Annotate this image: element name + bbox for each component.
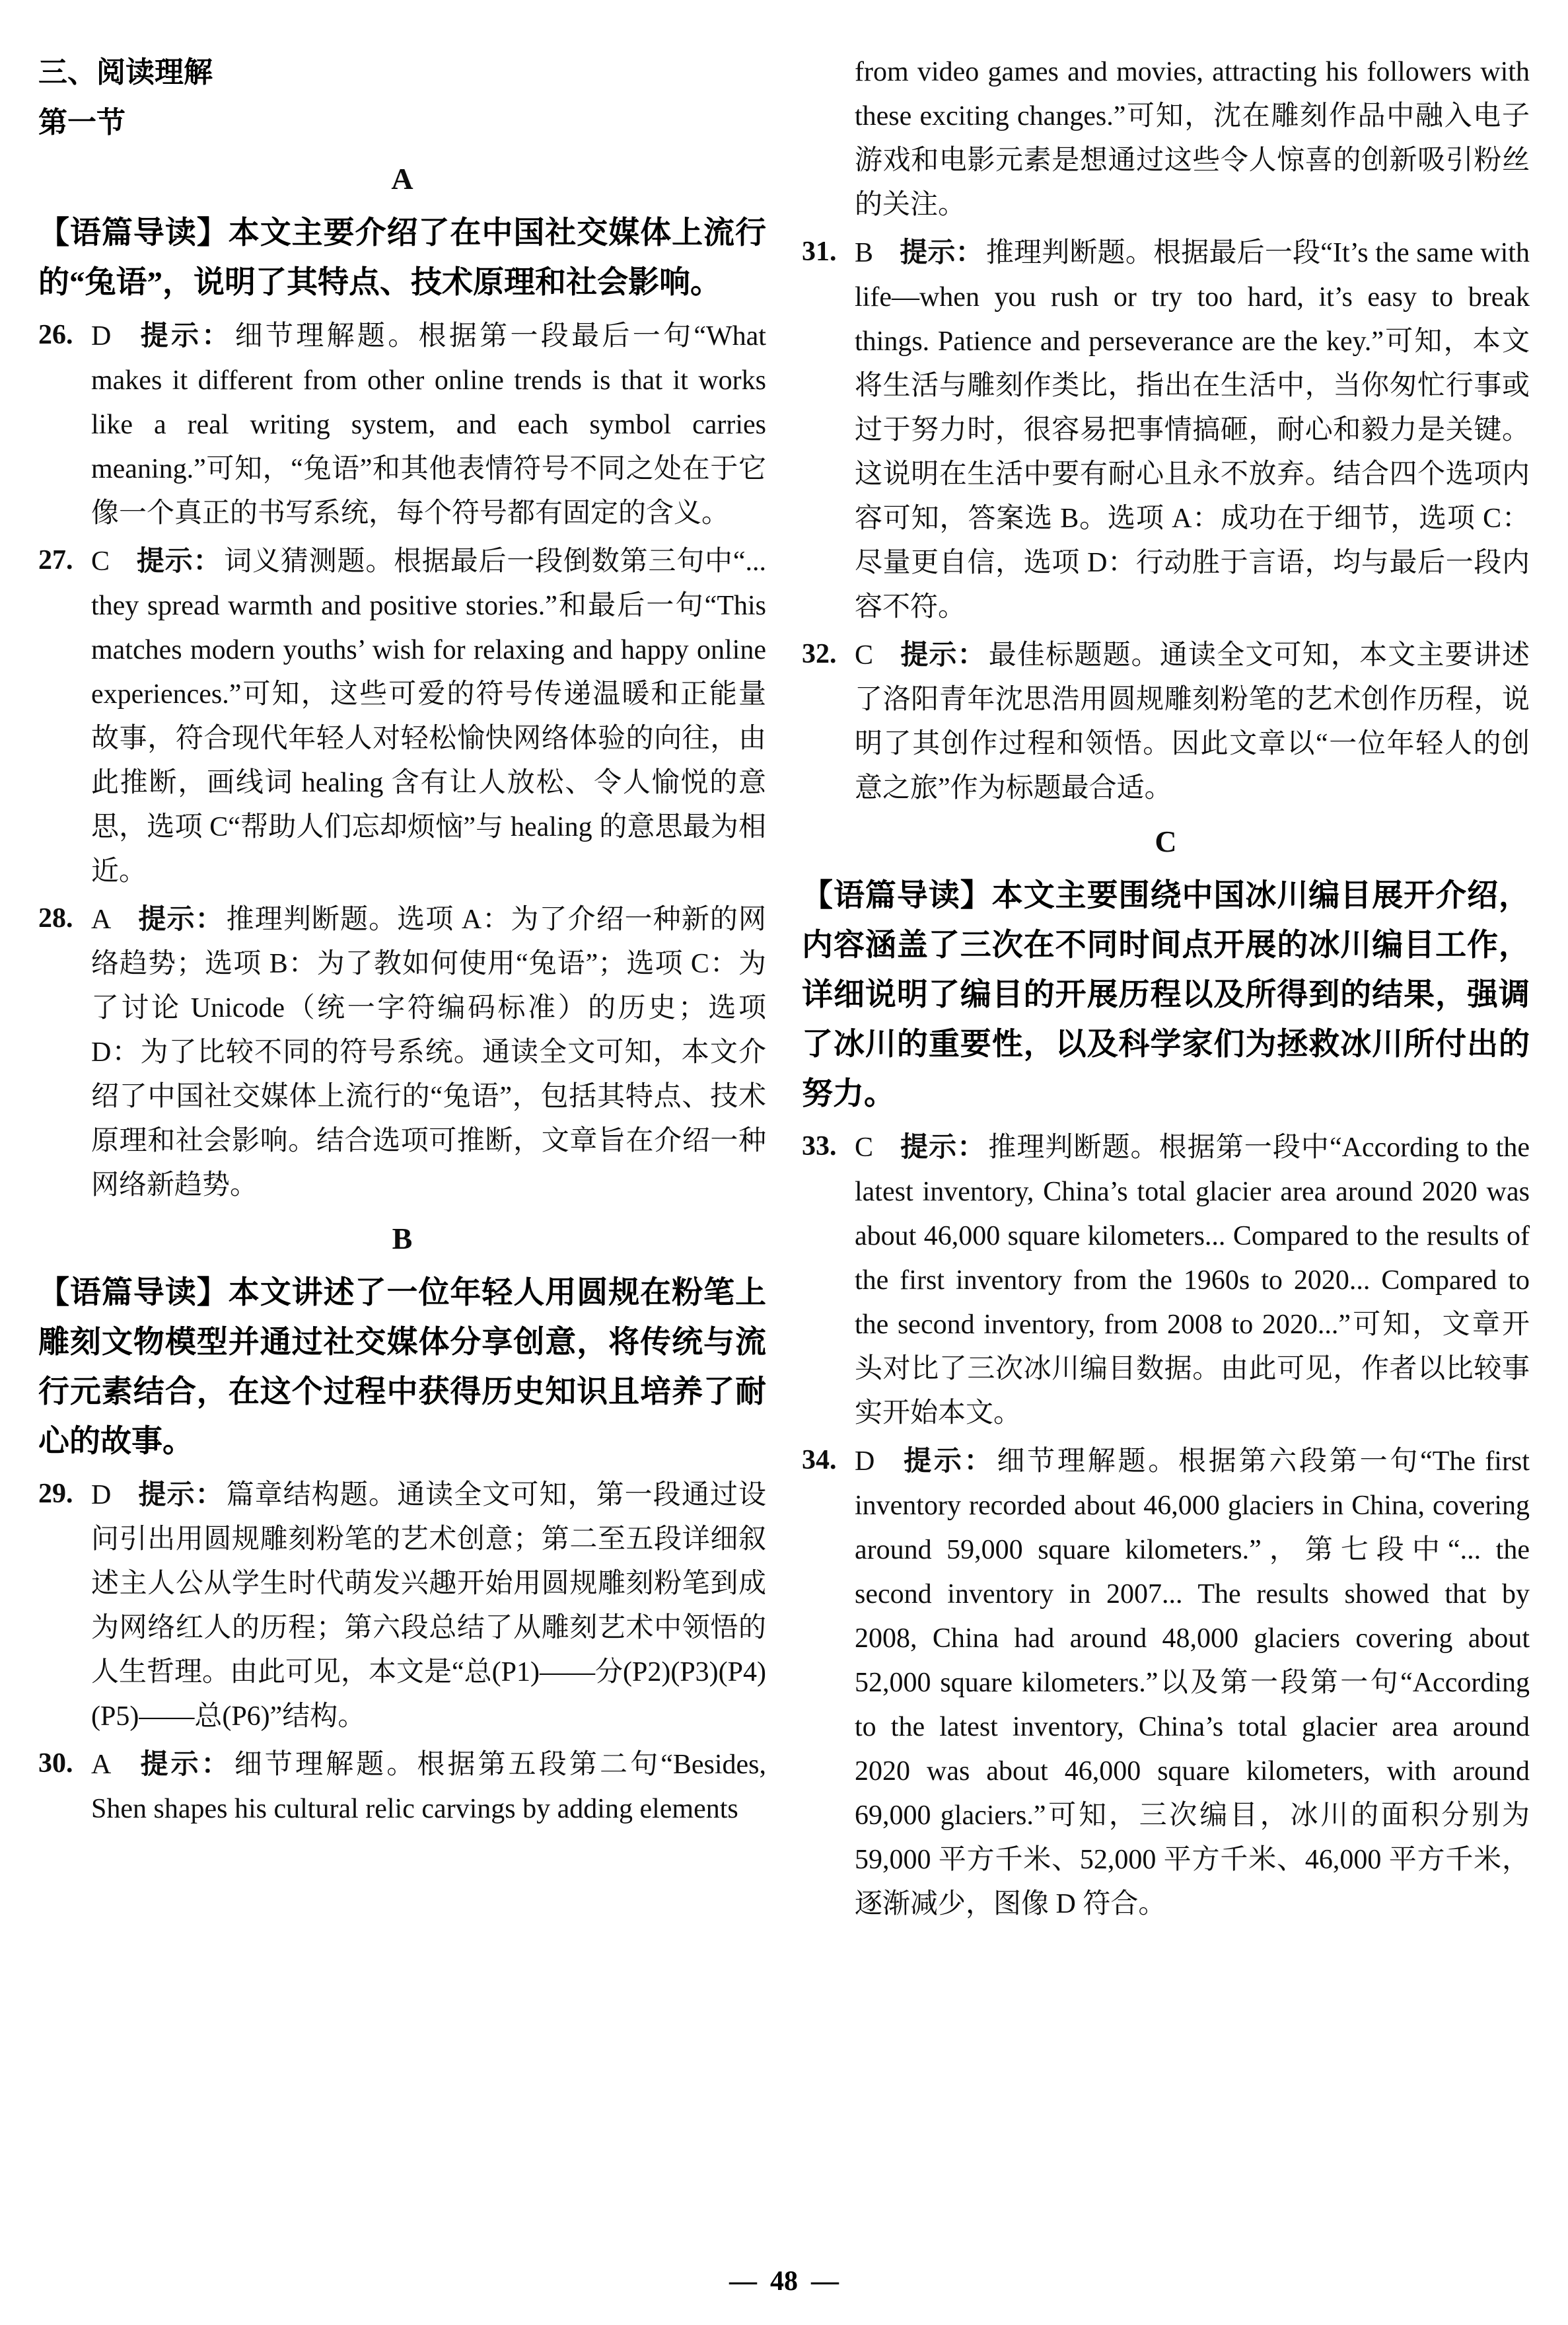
answer-item <box>38 897 766 1208</box>
answer-body <box>91 313 766 536</box>
answer-text: 推理判断题。根据第一段中“According to the latest inventory, China’s total glacier area around 2020 was about 46,000 square kilometers... Compared to the results of the first inventory from the 1960s to 2020... Compared to the second inventory, from 2008 to 2020...”可知，文章开头对比了三次冰川编目数据。由此可见，作者以比较事实开始本文。 <box>855 1132 1530 1428</box>
answer-text: 细节理解题。根据第一段最后一句“What makes it different from other online trends is that it works like a real writing system, and each symbol carries meaning.”可知，“兔语”和其他表情符号不同之处在于它像一个真正的书写系统，每个符号都有固定的含义。 <box>91 321 766 529</box>
answer-number: 27. <box>38 545 73 575</box>
answer-text: 词义猜测题。根据最后一段倒数第三句中“... they spread warmth and positive stories.”和最后一句“This matches modern youths’ wish for relaxing and happy online experiences.”可知，这些可爱的符号传递温暖和正能量故事，符合现代年轻人对轻松愉快网络体验的向往，由此推断，画线词 healing 含有让人放松、令人愉悦的意思，选项 C“帮助人们忘却烦恼”与 healing 的意思最为相近。 <box>91 546 766 887</box>
answer-text: from video games and movies, attracting his followers with these exciting changes.”可知，沈在雕刻作品中融入电子游戏和电影元素是想通过这些令人惊喜的创新吸引粉丝的关注。 <box>855 57 1530 220</box>
section-heading: 三、阅读理解 <box>38 56 213 89</box>
page-number <box>0 2266 1568 2297</box>
answer-number: 31. <box>802 237 837 267</box>
answer-number: 29. <box>38 1479 73 1509</box>
answer-text: 推理判断题。选项 A：为了介绍一种新的网络趋势；选项 B：为了教如何使用“兔语”；选项 C：为了讨论 Unicode（统一字符编码标准）的历史；选项 D：为了比较不同的符号系统。通读全文可知，本文介绍了中国社交媒体上流行的“兔语”，包括其特点、技术原理和社会影响。结合选项可推断，文章旨在介绍一种网络新趋势。 <box>91 904 766 1200</box>
answer-item <box>802 632 1530 811</box>
two-column-layout <box>38 48 1530 1929</box>
answer-continuation <box>802 50 1530 227</box>
answer-number: 30. <box>38 1748 73 1779</box>
hint-label: 提示： <box>900 1131 986 1162</box>
answer-choice: C <box>855 1132 874 1163</box>
intro-text: 本文主要围绕中国冰川编目展开介绍，内容涵盖了三次在不同时间点开展的冰川编目工作，详细说明了编目的开展历程以及所得到的结果，强调了冰川的重要性，以及科学家们为拯救冰川所付出的努力。 <box>802 879 1530 1111</box>
hint-label: 提示： <box>137 1479 224 1510</box>
answer-body <box>855 632 1530 811</box>
answer-choice: A <box>91 904 112 935</box>
passage-letter: C <box>1155 825 1177 858</box>
answer-choice: A <box>91 1750 112 1780</box>
answer-text: 最佳标题题。通读全文可知，本文主要讲述了洛阳青年沈思浩用圆规雕刻粉笔的艺术创作历程，说明了其创作过程和领悟。因此文章以“一位年轻人的创意之旅”作为标题最合适。 <box>855 640 1530 803</box>
passage-intro <box>38 1267 766 1467</box>
hint-label: 提示： <box>137 903 224 934</box>
passage-intro <box>38 207 766 308</box>
hint-label: 提示： <box>900 237 983 268</box>
passage-letter: B <box>392 1222 413 1255</box>
passage-intro <box>802 870 1530 1119</box>
answer-choice: B <box>855 238 874 268</box>
answer-choice: D <box>855 1446 875 1477</box>
answer-item <box>38 1742 766 1831</box>
answer-body <box>855 1125 1530 1436</box>
answer-choice: C <box>91 546 110 577</box>
answer-text: 细节理解题。根据第五段第二句“Besides, Shen shapes his cultural relic carvings by adding elements <box>91 1750 766 1824</box>
page-number-dash-left: — <box>729 2266 757 2297</box>
answer-number-gutter <box>802 50 855 227</box>
answer-item <box>802 1438 1530 1927</box>
answer-body <box>855 50 1530 227</box>
passage-letter: A <box>391 162 413 196</box>
hint-label: 提示： <box>137 320 232 351</box>
hint-label: 提示： <box>137 1748 232 1779</box>
answer-choice: D <box>91 321 112 351</box>
hint-label: 提示： <box>900 639 986 670</box>
answer-number: 32. <box>802 639 837 669</box>
hint-label: 提示： <box>901 1445 995 1476</box>
section-heading: 第一节 <box>38 106 125 139</box>
intro-label: 【语篇导读】 <box>38 215 229 250</box>
hint-label: 提示： <box>136 545 222 576</box>
answer-choice: D <box>91 1480 112 1510</box>
page-number-dash-right: — <box>811 2266 839 2297</box>
answer-number: 26. <box>38 320 73 350</box>
answer-text: 篇章结构题。通读全文可知，第一段通过设问引出用圆规雕刻粉笔的艺术创意；第二至五段详细叙述主人公从学生时代萌发兴趣开始用圆规雕刻粉笔到成为网络红人的历程；第六段总结了从雕刻艺术中领悟的人生哲理。由此可见，本文是“总(P1)——分(P2)(P3)(P4)(P5)——总(P6)”结构。 <box>91 1480 766 1732</box>
answer-number: 34. <box>802 1445 837 1475</box>
answer-number: 28. <box>38 903 73 934</box>
intro-text: 本文讲述了一位年轻人用圆规在粉笔上雕刻文物模型并通过社交媒体分享创意，将传统与流行元素结合，在这个过程中获得历史知识且培养了耐心的故事。 <box>38 1276 767 1459</box>
answer-body <box>91 897 766 1208</box>
answer-body <box>91 538 766 894</box>
answer-item <box>802 1125 1530 1436</box>
answer-number: 33. <box>802 1131 837 1162</box>
intro-label: 【语篇导读】 <box>802 877 992 912</box>
answer-body <box>855 1438 1530 1927</box>
answer-text: 推理判断题。根据最后一段“It’s the same with life—when you rush or try too hard, it’s easy to break things. Patience and perseverance are the key.”可知，本文将生活与雕刻作类比，指出在生活中，当你匆忙行事或过于努力时，很容易把事情搞砸，耐心和毅力是关键。这说明在生活中要有耐心且永不放弃。结合四个选项内容可知，答案选 B。选项 A：成功在于细节，选项 C：尽量更自信，选项 D：行动胜于言语，均与最后一段内容不符。 <box>855 238 1530 622</box>
answer-body <box>91 1472 766 1739</box>
answer-choice: C <box>855 640 874 671</box>
intro-label: 【语篇导读】 <box>38 1274 229 1310</box>
answer-body <box>855 230 1530 630</box>
answer-item <box>802 230 1530 630</box>
page-number-value: 48 <box>770 2266 798 2297</box>
left-column <box>38 48 766 1929</box>
intro-text: 本文主要介绍了在中国社交媒体上流行的“兔语”，说明了其特点、技术原理和社会影响。 <box>38 216 767 300</box>
right-column <box>802 48 1530 1929</box>
answer-body <box>91 1742 766 1831</box>
answer-item <box>38 1472 766 1739</box>
answer-item <box>38 313 766 536</box>
answer-text: 细节理解题。根据第六段第一句“The first inventory recorded about 46,000 glaciers in China, covering around 59,000 square kilometers.”，第七段中“... the second inventory in 2007... The results showed that by 2008, China had around 48,000 glaciers covering about 52,000 square kilometers.”以及第一段第一句“According to the latest inventory, China’s total glacier area around 2020 was about 46,000 square kilometers, with around 69,000 glaciers.”可知，三次编目，冰川的面积分别为 59,000 平方千米、52,000 平方千米、46,000 平方千米，逐渐减少，图像 D 符合。 <box>855 1446 1530 1919</box>
answer-item <box>38 538 766 894</box>
